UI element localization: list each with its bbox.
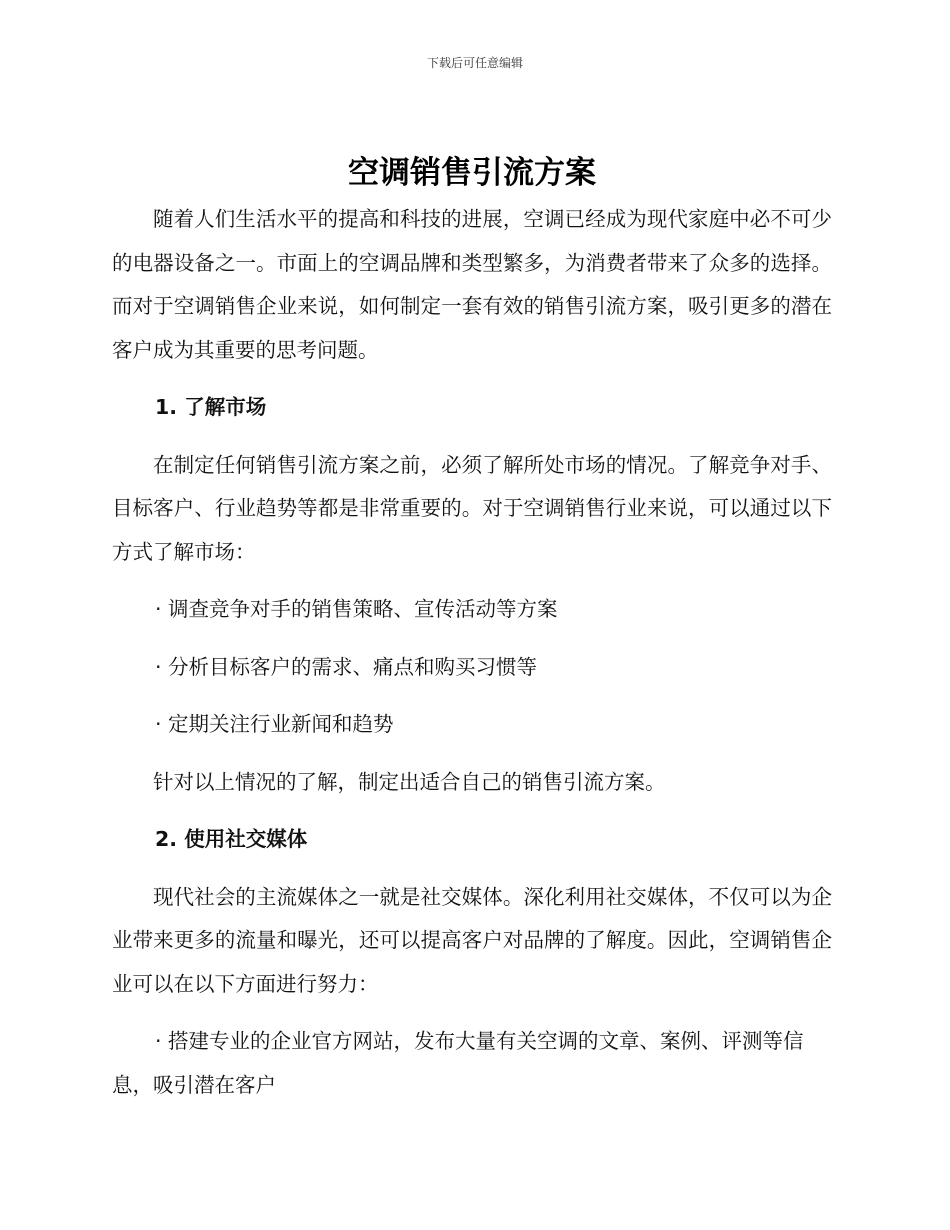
page-header-note: 下载后可任意编辑 [426, 56, 523, 70]
spacer [112, 632, 832, 646]
spacer [112, 804, 832, 818]
market-bullet-item: · 调查竞争对手的销售策略、宣传活动等方案 [155, 597, 558, 621]
spacer [112, 862, 832, 876]
market-conclusion: 针对以上情况的了解，制定出适合自己的销售引流方案。 [153, 769, 666, 794]
intro-paragraph: 随着人们生活水平的提高和科技的进展，空调已经成为现代家庭中必不可少的电器设备之一。市面上的空调品牌和类型繁多，为消费者带来了众多的选择。而对于空调销售企业来说，如何制定一套有效的销售引流方案，吸引更多的潜在客户成为其重要的思考问题。 [112, 207, 832, 362]
spacer [112, 430, 832, 444]
spacer [112, 574, 832, 588]
social-media-paragraph: 现代社会的主流媒体之一就是社交媒体。深化利用社交媒体，不仅可以为企业带来更多的流量和曝光，还可以提高客户对品牌的了解度。因此，空调销售企业可以在以下方面进行努力： [112, 884, 832, 996]
spacer [112, 1006, 832, 1020]
social-media-bullet-item: · 搭建专业的企业官方网站，发布大量有关空调的文章、案例、评测等信息，吸引潜在客户 [112, 1029, 804, 1097]
section-heading-social-media: 2. 使用社交媒体 [155, 827, 308, 851]
spacer [112, 689, 832, 703]
section-heading-market: 1. 了解市场 [155, 395, 267, 419]
document-body [112, 150, 832, 1107]
spacer [112, 372, 832, 386]
document-title: 空调销售引流方案 [348, 155, 596, 191]
market-bullet-item: · 分析目标客户的需求、痛点和购买习惯等 [155, 654, 538, 679]
market-paragraph: 在制定任何销售引流方案之前，必须了解所处市场的情况。了解竞争对手、目标客户、行业趋势等都是非常重要的。对于空调销售行业来说，可以通过以下方式了解市场： [112, 452, 832, 564]
spacer [112, 747, 832, 761]
market-bullet-item: · 定期关注行业新闻和趋势 [155, 712, 394, 736]
